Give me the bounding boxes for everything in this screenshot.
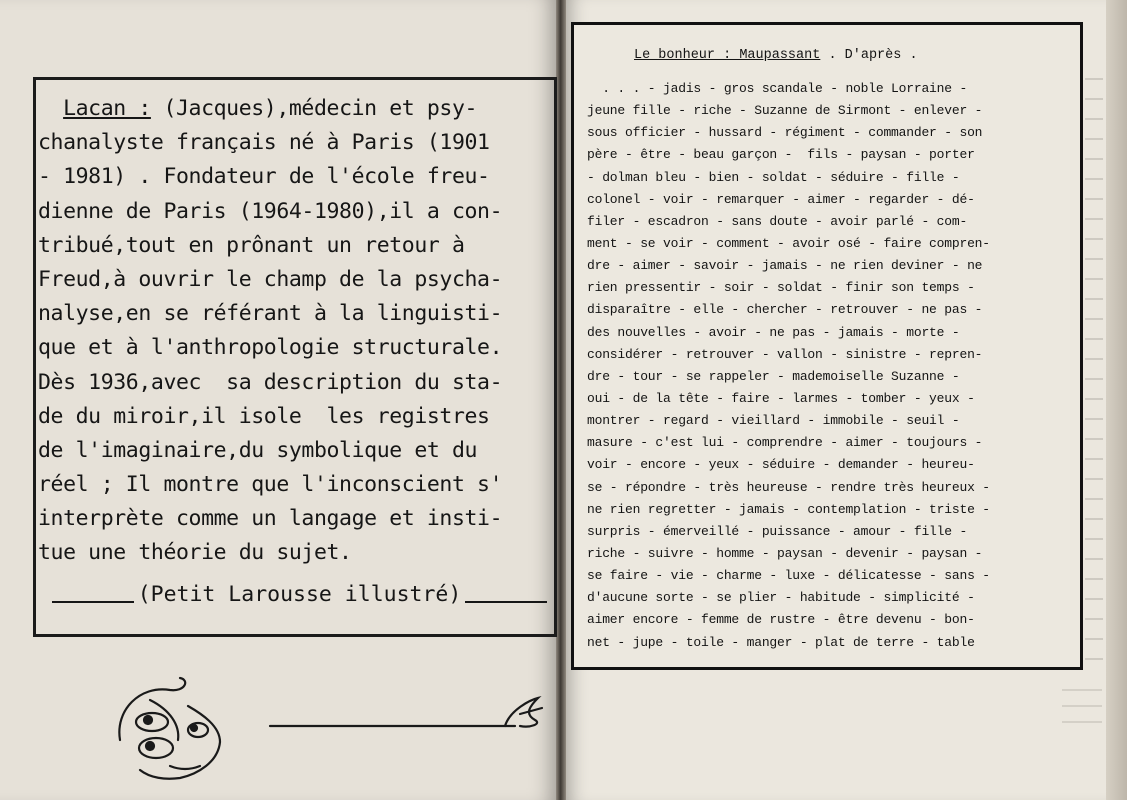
definition-line: chanalyste français né à Paris (1901 xyxy=(38,130,490,156)
word-list-line: dre - aimer - savoir - jamais - ne rien deviner - ne xyxy=(587,258,983,274)
word-list-body xyxy=(587,78,1075,654)
word-list-line: surpris - émerveillé - puissance - amour - fille - xyxy=(587,523,968,539)
definition-line: Dès 1936,avec sa description du sta- xyxy=(38,369,503,395)
word-list-line: sous officier - hussard - régiment - commander - son xyxy=(587,125,983,141)
bleed-through-text-bottom xyxy=(1062,675,1102,735)
word-list-line: d'aucune sorte - se plier - habitude - simplicité - xyxy=(587,590,975,606)
source-text: (Petit Larousse illustré) xyxy=(137,582,462,607)
word-list-line: filer - escadron - sans doute - avoir parlé - com- xyxy=(587,213,968,229)
title-underlined: Le bonheur : Maupassant xyxy=(634,48,821,63)
source-rule-left xyxy=(52,601,134,603)
definition-line: que et à l'anthropologie structurale. xyxy=(38,335,503,361)
word-list-line: voir - encore - yeux - séduire - demander - heureu- xyxy=(587,457,975,473)
word-list-line: oui - de la tête - faire - larmes - tomber - yeux - xyxy=(587,390,975,406)
word-list-title xyxy=(634,48,918,63)
word-list-line: dre - tour - se rappeler - mademoiselle Suzanne - xyxy=(587,368,960,384)
word-list-line: disparaître - elle - chercher - retrouver - ne pas - xyxy=(587,302,983,318)
definition-line: réel ; Il montre que l'inconscient s' xyxy=(38,472,503,498)
word-list-line: aimer encore - femme de rustre - être devenu - bon- xyxy=(587,612,975,628)
page-edge xyxy=(1106,0,1127,800)
word-list-line: ment - se voir - comment - avoir osé - faire compren- xyxy=(587,235,990,251)
word-list-line: se faire - vie - charme - luxe - délicatesse - sans - xyxy=(587,568,990,584)
source-citation xyxy=(52,582,547,607)
definition-line: dienne de Paris (1964-1980),il a con- xyxy=(38,198,503,224)
definition-line-1: Lacan : (Jacques),médecin et psy- xyxy=(63,96,478,121)
word-list-line: rien pressentir - soir - soldat - finir son temps - xyxy=(587,280,975,296)
word-list-line: net - jupe - toile - manger - plat de terre - table xyxy=(587,634,975,650)
word-list-line: considérer - retrouver - vallon - sinistre - repren- xyxy=(587,346,983,362)
bleed-through-text xyxy=(1085,60,1103,660)
word-list-line: jeune fille - riche - Suzanne de Sirmont - enlever - xyxy=(587,103,983,119)
word-list-line: masure - c'est lui - comprendre - aimer - toujours - xyxy=(587,435,983,451)
definition-line: tribué,tout en prônant un retour à xyxy=(38,232,465,258)
word-list-line: . . . - jadis - gros scandale - noble Lorraine - xyxy=(587,81,968,96)
definition-line: Freud,à ouvrir le champ de la psycha- xyxy=(38,266,503,292)
source-rule-right xyxy=(465,601,547,603)
word-list-line: ne rien regretter - jamais - contemplation - triste - xyxy=(587,501,990,517)
definition-line: - 1981) . Fondateur de l'école freu- xyxy=(38,164,490,190)
word-list-line: montrer - regard - vieillard - immobile - seuil - xyxy=(587,413,960,429)
face-doodle xyxy=(110,670,560,790)
definition-line: de du miroir,il isole les registres xyxy=(38,403,490,429)
word-list-line: se - répondre - très heureuse - rendre très heureux - xyxy=(587,479,990,495)
definition-line: tue une théorie du sujet. xyxy=(38,540,352,566)
word-list-line: père - être - beau garçon - fils - paysan - porter xyxy=(587,147,975,163)
definition-text xyxy=(38,92,538,571)
word-list-line: - dolman bleu - bien - soldat - séduire - fille - xyxy=(587,169,960,185)
title-rest: . D'après . xyxy=(820,48,918,63)
word-list-line: colonel - voir - remarquer - aimer - regarder - dé- xyxy=(587,191,975,207)
word-list-line: des nouvelles - avoir - ne pas - jamais - morte - xyxy=(587,324,960,340)
definition-line: interprète comme un langage et insti- xyxy=(38,506,503,532)
definition-line: de l'imaginaire,du symbolique et du xyxy=(38,437,478,463)
definition-term: Lacan : xyxy=(63,96,151,121)
definition-line: nalyse,en se référant à la linguisti- xyxy=(38,301,503,327)
word-list-line: riche - suivre - homme - paysan - devenir - paysan - xyxy=(587,545,983,561)
